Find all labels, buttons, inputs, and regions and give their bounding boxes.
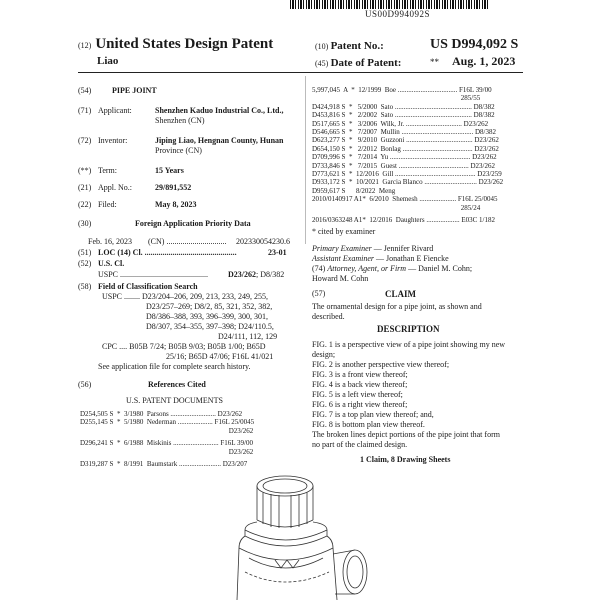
description-line: FIG. 7 is a top plan view thereof; and,	[312, 410, 434, 419]
reference-row: D654,150 S * 2/2012 Bonlag ........................................ D23/262	[312, 144, 499, 153]
priority-date: Feb. 16, 2023	[88, 237, 132, 246]
reference-row: D254,505 S * 3/1980 Parsons .......................... D23/262	[80, 410, 243, 418]
primary-examiner: Primary Examiner — Jennifer Rivard	[312, 244, 434, 253]
field-search-line: D8/386–388, 393, 396–399, 300, 301,	[146, 312, 268, 321]
reference-row: D453,816 S * 2/2002 Sato ............................................ D8/382	[312, 111, 495, 120]
loc-label: LOC (14) Cl. ..............................................	[98, 248, 237, 257]
priority-country: (CN) ..............................	[148, 237, 227, 246]
reference-row: D23/262	[80, 426, 254, 435]
description-line: FIG. 4 is a back view thereof;	[312, 380, 408, 389]
claim-text: The ornamental design for a pipe joint, as shown and	[312, 302, 482, 311]
reference-row: D517,665 S * 3/2006 Wilk, Jr. ................................ D23/262	[312, 119, 489, 128]
attorney-line2: Howard M. Cohn	[312, 274, 369, 283]
us-cl-uspc: USPC ............................................	[98, 270, 209, 279]
reference-row: D773,621 S * 12/2016 Gill .............................................. D23/259	[312, 170, 502, 179]
reference-row: 2010/0140917 A1* 6/2010 Shemesh ..................... F16L 25/0045	[312, 195, 498, 204]
patent-number-label	[315, 40, 384, 52]
description-line: no part of the claimed design.	[312, 440, 408, 449]
header-divider	[78, 72, 523, 73]
reference-row: 5,997,045 A * 12/1999 Boe .................................. F16L 39/00	[312, 86, 492, 94]
date-of-patent-label	[315, 57, 401, 69]
attorney: (74) Attorney, Agent, or Firm — Daniel M. Cohn;	[312, 264, 473, 273]
reference-row: D23/262	[80, 447, 254, 456]
patent-date: Aug. 1, 2023	[452, 54, 516, 68]
description-line: FIG. 3 is a front view thereof;	[312, 370, 408, 379]
date-caption: Date of Patent:	[330, 57, 402, 69]
field-search-line: D23/257–269; D8/2, 85, 321, 352, 382,	[146, 302, 273, 311]
inventor-surname: Liao	[97, 55, 119, 67]
us-cl-code: (52)	[78, 259, 92, 268]
assistant-examiner: Assistant Examiner — Jonathan E Fiencke	[312, 254, 449, 263]
applicant-line1: Shenzhen Kaduo Industrial Co., Ltd.,	[155, 106, 284, 115]
reference-row: D255,145 S * 5/1980 Nederman .................... F16L 25/0045	[80, 418, 255, 427]
term-code: (**)	[78, 166, 92, 175]
right-references	[312, 86, 503, 225]
claim-text: described.	[312, 312, 345, 321]
inventor-line1: Jiping Liao, Hengnan County, Hunan	[155, 136, 284, 145]
priority-title: Foreign Application Priority Data	[135, 219, 251, 228]
field-71-code: (71)	[78, 106, 92, 115]
description-body	[312, 340, 505, 450]
priority-code: (30)	[78, 219, 92, 228]
field-72-code: (72)	[78, 136, 92, 145]
reference-row: D319,287 S * 8/1991 Baumstark ........................ D23/207	[80, 460, 248, 469]
code-12: (12)	[78, 41, 92, 50]
field-search-line: CPC .... B05B 7/24; B05B 9/03; B05B 1/00; B65D	[102, 342, 266, 351]
field-search-line: 25/16; B65D 47/06; F16L 41/021	[166, 352, 274, 361]
claim-title: CLAIM	[385, 289, 416, 299]
refs-title: References Cited	[148, 380, 206, 389]
applicant-label: Applicant:	[98, 106, 132, 115]
description-line: FIG. 8 is bottom plan view thereof.	[312, 420, 425, 429]
field-search-line: D24/111, 112, 129	[218, 332, 278, 341]
description-line: FIG. 1 is a perspective view of a pipe joint showing my new	[312, 340, 506, 349]
reference-row: D623,277 S * 9/2010 Guzzoni ...................................... D23/262	[312, 136, 499, 145]
reference-row: 285/55	[312, 94, 481, 103]
term-label: Term:	[98, 166, 117, 175]
us-cl-label: U.S. Cl.	[98, 259, 125, 268]
barcode	[290, 0, 490, 9]
cited-by-examiner: * cited by examiner	[312, 227, 376, 236]
description-line: FIG. 2 is another perspective view thereof;	[312, 360, 450, 369]
reference-row: D959,617 S 8/2022 Meng	[312, 186, 396, 195]
field-search-line: See application file for complete search history.	[98, 362, 251, 371]
description-line: FIG. 6 is a right view thereof;	[312, 400, 408, 409]
design-title: PIPE JOINT	[112, 86, 157, 95]
claim-code: (57)	[312, 289, 326, 298]
column-divider	[305, 76, 306, 244]
code-45: (45)	[315, 59, 329, 68]
description-line: The broken lines depict portions of the pipe joint that form	[312, 430, 500, 439]
patent-number-caption: Patent No.:	[330, 40, 384, 52]
field-58-code: (58)	[78, 282, 92, 291]
left-references	[80, 410, 254, 468]
filed-date: May 8, 2023	[155, 200, 197, 209]
description-line: FIG. 5 is a left view thereof;	[312, 390, 403, 399]
field-search-line: D8/307, 354–355, 397–398; D24/110.5,	[146, 322, 274, 331]
term-value: 15 Years	[155, 166, 184, 175]
filed-label: Filed:	[98, 200, 117, 209]
pipe-joint-perspective-drawing	[215, 468, 405, 600]
filed-code: (22)	[78, 200, 92, 209]
barcode-number: US00D994092S	[365, 9, 431, 19]
reference-row: D424,918 S * 5/2000 Sato ............................................ D8/382	[312, 102, 495, 111]
loc-value: 23-01	[268, 248, 287, 257]
applicant-line2: Shenzhen (CN)	[155, 116, 205, 125]
reference-row: D546,665 S * 7/2007 Mullin ......................................... D8/382	[312, 128, 496, 137]
reference-row: 285/24	[312, 203, 481, 212]
inventor-label: Inventor:	[98, 136, 128, 145]
reference-row: D296,241 S * 6/1988 Miskinis .......................... F16L 39/00	[80, 439, 254, 448]
code-10: (10)	[315, 42, 329, 51]
us-cl-value: D23/262; D8/382	[228, 270, 285, 279]
reference-row: D733,846 S * 7/2015 Guest ........................................ D23/262	[312, 161, 495, 170]
field-search-label: Field of Classification Search	[98, 282, 198, 291]
field-search-line: USPC ........ D23/204–206, 209, 213, 233, 249, 255,	[102, 292, 269, 301]
description-line: design;	[312, 350, 336, 359]
reference-row: D933,172 S * 10/2021 Garcia Blanco .............................. D23/262	[312, 178, 504, 187]
appl-label: Appl. No.:	[98, 183, 132, 192]
refs-subtitle: U.S. PATENT DOCUMENTS	[126, 396, 223, 405]
priority-number: 202330054230.6	[236, 237, 290, 246]
date-marker: **	[430, 57, 439, 67]
reference-row: 2016/0363248 A1* 12/2016 Daughters ................... E03C 1/182	[312, 216, 495, 225]
description-title: DESCRIPTION	[377, 324, 440, 334]
patent-type: United States Design Patent	[95, 36, 274, 52]
patent-title	[78, 36, 273, 53]
appl-number: 29/891,552	[155, 183, 192, 192]
claims-and-sheets: 1 Claim, 8 Drawing Sheets	[360, 455, 451, 464]
field-54: (54)	[78, 86, 92, 95]
reference-row: D709,996 S * 7/2014 Yu .............................................. D23/262	[312, 153, 497, 162]
refs-code: (56)	[78, 380, 92, 389]
inventor-line2: Province (CN)	[155, 146, 202, 155]
loc-code: (51)	[78, 248, 92, 257]
appl-code: (21)	[78, 183, 92, 192]
patent-number: US D994,092 S	[430, 37, 519, 52]
